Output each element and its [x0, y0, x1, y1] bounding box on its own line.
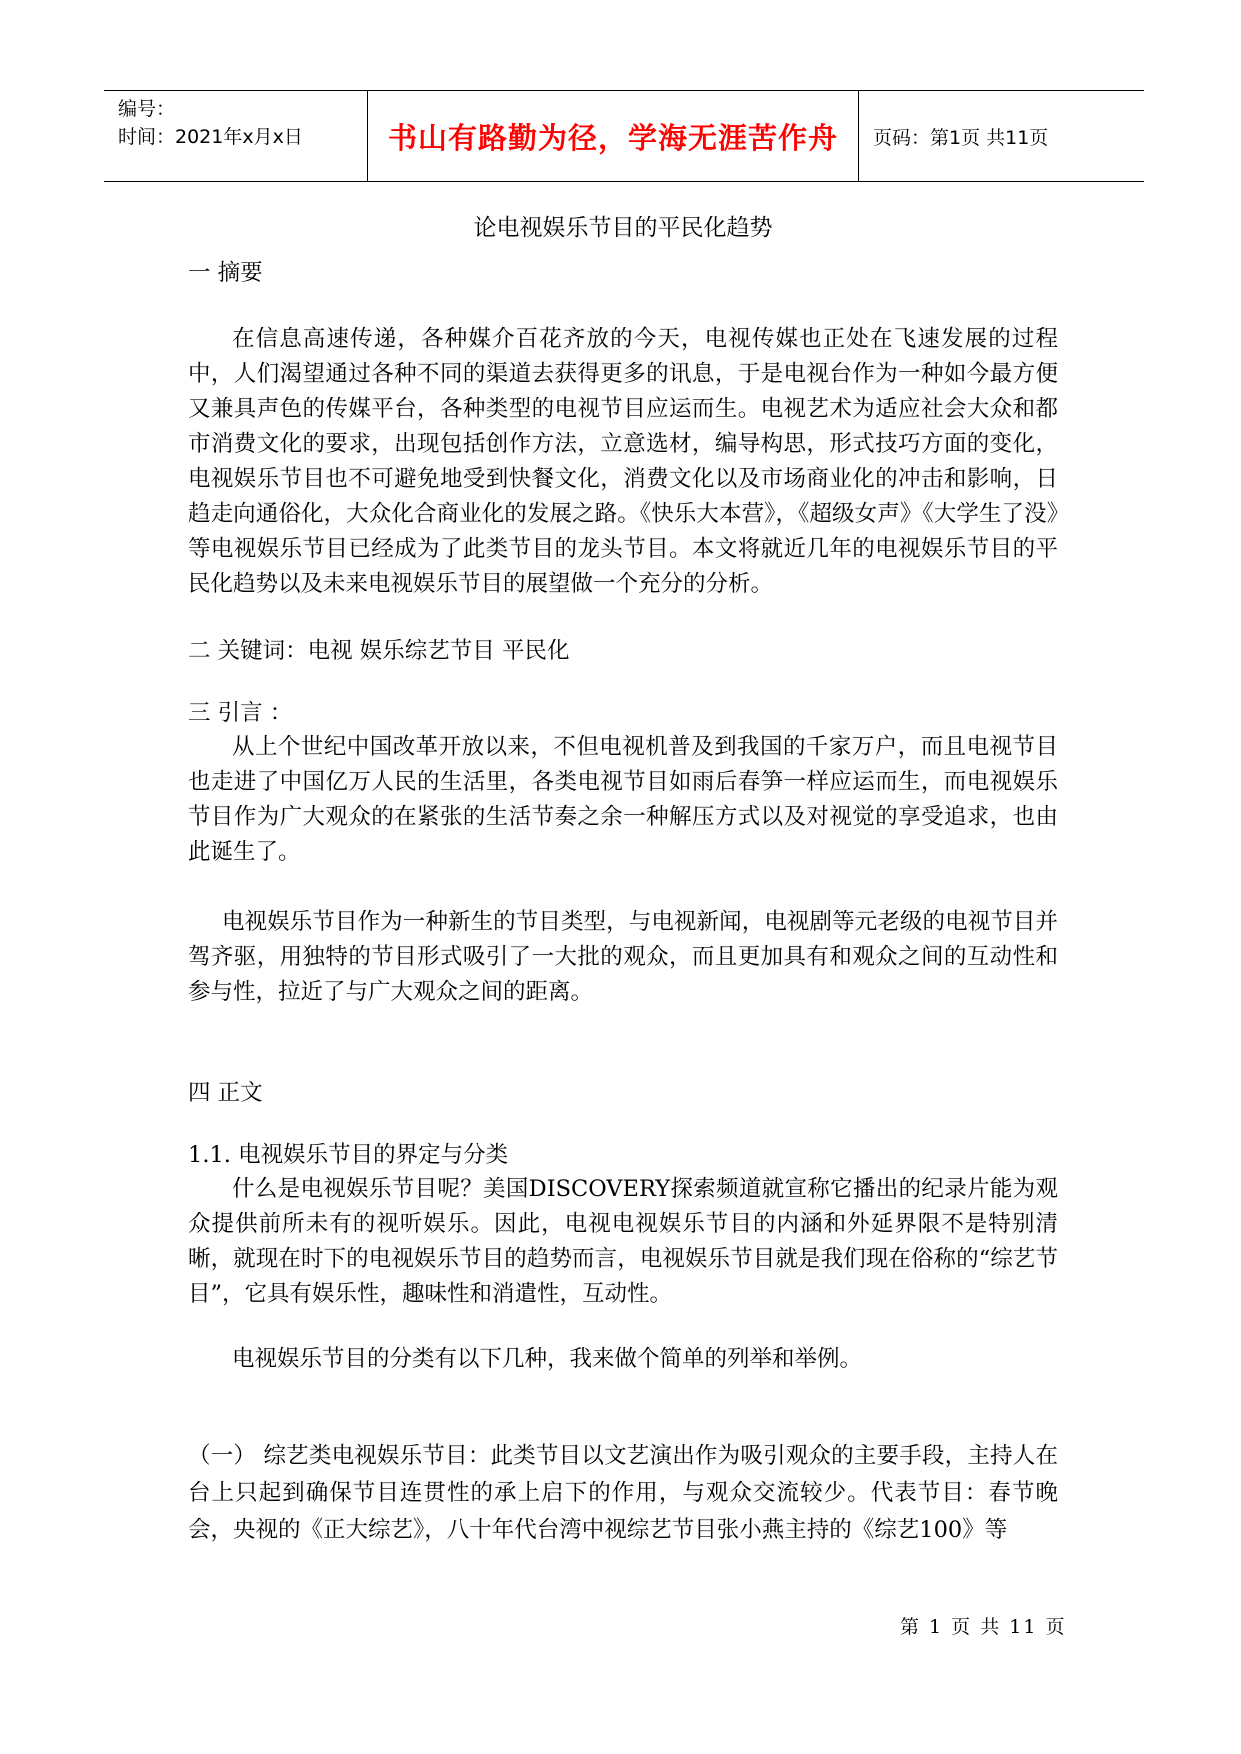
category-paragraph-1: （一） 综艺类电视娱乐节目：此类节目以文艺演出作为吸引观众的主要手段，主持人在台上只起到确保节目连贯性的承上启下的作用，与观众交流较少。代表节目：春节晚会，央视的《正大综艺》，八十年代台湾中视综艺节目张小燕主持的《综艺100》等 — [188, 1443, 1058, 1543]
abstract-paragraph: 在信息高速传递，各种媒介百花齐放的今天，电视传媒也正处在飞速发展的过程中，人们渴望通过各种不同的渠道去获得更多的讯息，于是电视台作为一种如今最方便又兼具声色的传媒平台，各种类型的电视节目应运而生。电视艺术为适应社会大众和都市消费文化的要求，出现包括创作方法，立意选材，编导构思，形式技巧方面的变化，电视娱乐节目也不可避免地受到快餐文化，消费文化以及市场商业化的冲击和影响，日趋走向通俗化，大众化合商业化的发展之路。《快乐大本营》，《超级女声》《大学生了没》等电视娱乐节目已经成为了此类节目的龙头节目。本文将就近几年的电视娱乐节目的平民化趋势以及未来电视娱乐节目的展望做一个充分的分析。 — [188, 326, 1058, 597]
subsection-heading: 1.1. 电视娱乐节目的界定与分类 — [188, 1142, 509, 1168]
document-title: 论电视娱乐节目的平民化趋势 — [473, 215, 773, 241]
body-heading: 四 正文 — [188, 1080, 263, 1106]
header-meta — [104, 91, 368, 181]
header-table — [104, 90, 1144, 182]
number-label: 编号： — [118, 98, 176, 120]
abstract-heading: 一 摘要 — [188, 260, 263, 286]
document-body — [188, 210, 1058, 1549]
page-label: 页码：第1页 共11页 — [873, 126, 1049, 149]
motto: 书山有路勤为径，学海无涯苦作舟 — [368, 91, 859, 181]
intro-paragraph-1: 从上个世纪中国改革开放以来，不但电视机普及到我国的千家万户，而且电视节目也走进了中国亿万人民的生活里，各类电视节目如雨后春笋一样应运而生，而电视娱乐节目作为广大观众的在紧张的生活节奏之余一种解压方式以及对视觉的享受追求，也由此诞生了。 — [188, 734, 1058, 865]
intro-paragraph-2: 电视娱乐节目作为一种新生的节目类型，与电视新闻，电视剧等元老级的电视节目并驾齐驱，用独特的节目形式吸引了一大批的观众，而且更加具有和观众之间的互动性和参与性，拉近了与广大观众之间的距离。 — [188, 909, 1058, 1005]
body-paragraph-2: 电视娱乐节目的分类有以下几种，我来做个简单的列举和举例。 — [232, 1346, 863, 1372]
body-paragraph-1: 什么是电视娱乐节目呢？美国DISCOVERY探索频道就宣称它播出的纪录片能为观众提供前所未有的视听娱乐。因此，电视电视娱乐节目的内涵和外延界限不是特别清晰，就现在时下的电视娱乐节目的趋势而言，电视娱乐节目就是我们现在俗称的“综艺节目”，它具有娱乐性，趣味性和消遣性，互动性。 — [188, 1176, 1058, 1307]
intro-heading: 三 引言 ： — [188, 700, 293, 726]
keywords-line: 二 关键词：电视 娱乐综艺节目 平民化 — [188, 638, 570, 664]
page-footer: 第 1 页 共 11 页 — [900, 1616, 1067, 1638]
date-label: 时间：2021年x月x日 — [118, 126, 303, 148]
